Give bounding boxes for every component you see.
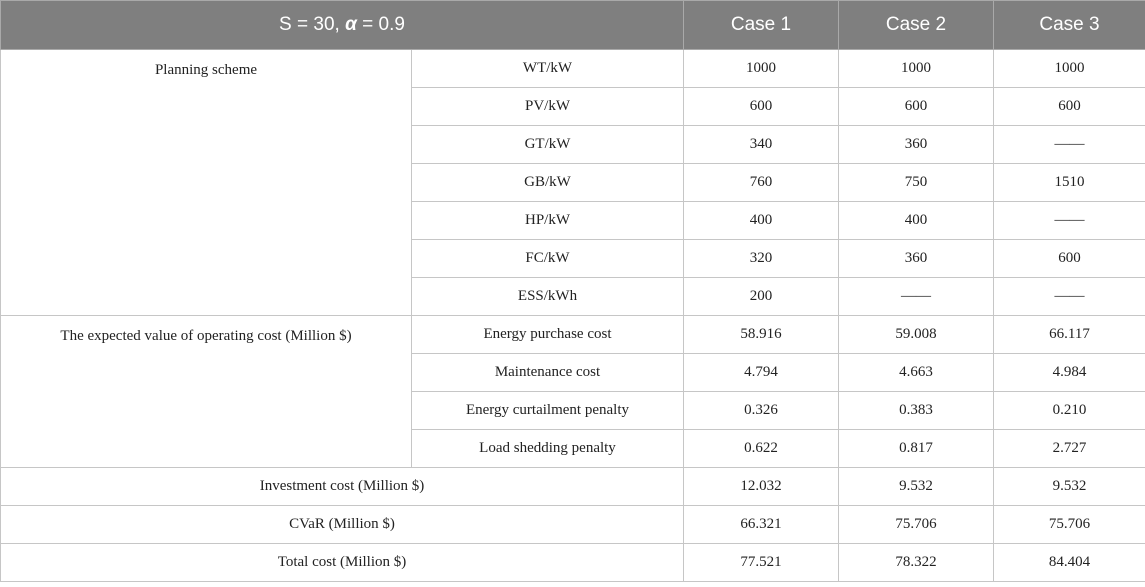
case-2-value: 750 [839,164,994,202]
case-1-value: 77.521 [684,544,839,582]
case-1-value: 12.032 [684,468,839,506]
case-2-value: 0.817 [839,430,994,468]
table-row [1,506,1145,544]
case-3-value: 84.404 [994,544,1145,582]
row-item: GT/kW [412,126,684,164]
case-1-value: 320 [684,240,839,278]
case-3-value: 1000 [994,50,1145,88]
case-3-value: 9.532 [994,468,1145,506]
case-2-value: 75.706 [839,506,994,544]
case-2-value: 78.322 [839,544,994,582]
case-2-header: Case 2 [839,1,994,50]
case-1-value: 66.321 [684,506,839,544]
case-3-value: 1510 [994,164,1145,202]
row-item: Energy purchase cost [412,316,684,354]
case-2-value: 1000 [839,50,994,88]
case-1-value: 0.326 [684,392,839,430]
case-1-value: 400 [684,202,839,240]
case-3-value: 66.117 [994,316,1145,354]
table-row [1,544,1145,582]
row-item: GB/kW [412,164,684,202]
case-3-value: 75.706 [994,506,1145,544]
case-2-value: 4.663 [839,354,994,392]
case-1-value: 200 [684,278,839,316]
row-item: ESS/kWh [412,278,684,316]
planning-scheme-label: Planning scheme [1,50,412,316]
case-2-value: 360 [839,240,994,278]
table-row [1,50,1145,88]
case-3-value: 0.210 [994,392,1145,430]
case-2-value: 9.532 [839,468,994,506]
header-row [1,1,1145,50]
investment-cost-label: Investment cost (Million $) [1,468,684,506]
table-row [1,316,1145,354]
param-alpha: = 0.9 [356,14,405,35]
case-1-value: 0.622 [684,430,839,468]
row-item: WT/kW [412,50,684,88]
case-2-value: —— [839,278,994,316]
case-1-value: 340 [684,126,839,164]
parameter-header [1,1,684,50]
case-3-value: —— [994,202,1145,240]
cvar-label: CVaR (Million $) [1,506,684,544]
case-1-value: 4.794 [684,354,839,392]
table-row [1,468,1145,506]
alpha-symbol: α [345,14,357,35]
case-2-value: 59.008 [839,316,994,354]
case-2-value: 360 [839,126,994,164]
row-item: FC/kW [412,240,684,278]
row-item: PV/kW [412,88,684,126]
row-item: Energy curtailment penalty [412,392,684,430]
param-s: S = 30, [279,14,346,35]
case-1-value: 58.916 [684,316,839,354]
case-3-value: 2.727 [994,430,1145,468]
row-item: Maintenance cost [412,354,684,392]
case-3-value: 600 [994,240,1145,278]
case-2-value: 0.383 [839,392,994,430]
case-1-value: 600 [684,88,839,126]
case-3-value: —— [994,126,1145,164]
row-item: HP/kW [412,202,684,240]
case-3-value: 4.984 [994,354,1145,392]
case-1-value: 760 [684,164,839,202]
case-3-value: —— [994,278,1145,316]
case-3-header: Case 3 [994,1,1145,50]
case-2-value: 600 [839,88,994,126]
operating-cost-label: The expected value of operating cost (Million $) [1,316,412,468]
case-3-value: 600 [994,88,1145,126]
case-1-value: 1000 [684,50,839,88]
case-1-header: Case 1 [684,1,839,50]
row-item: Load shedding penalty [412,430,684,468]
total-cost-label: Total cost (Million $) [1,544,684,582]
case-2-value: 400 [839,202,994,240]
